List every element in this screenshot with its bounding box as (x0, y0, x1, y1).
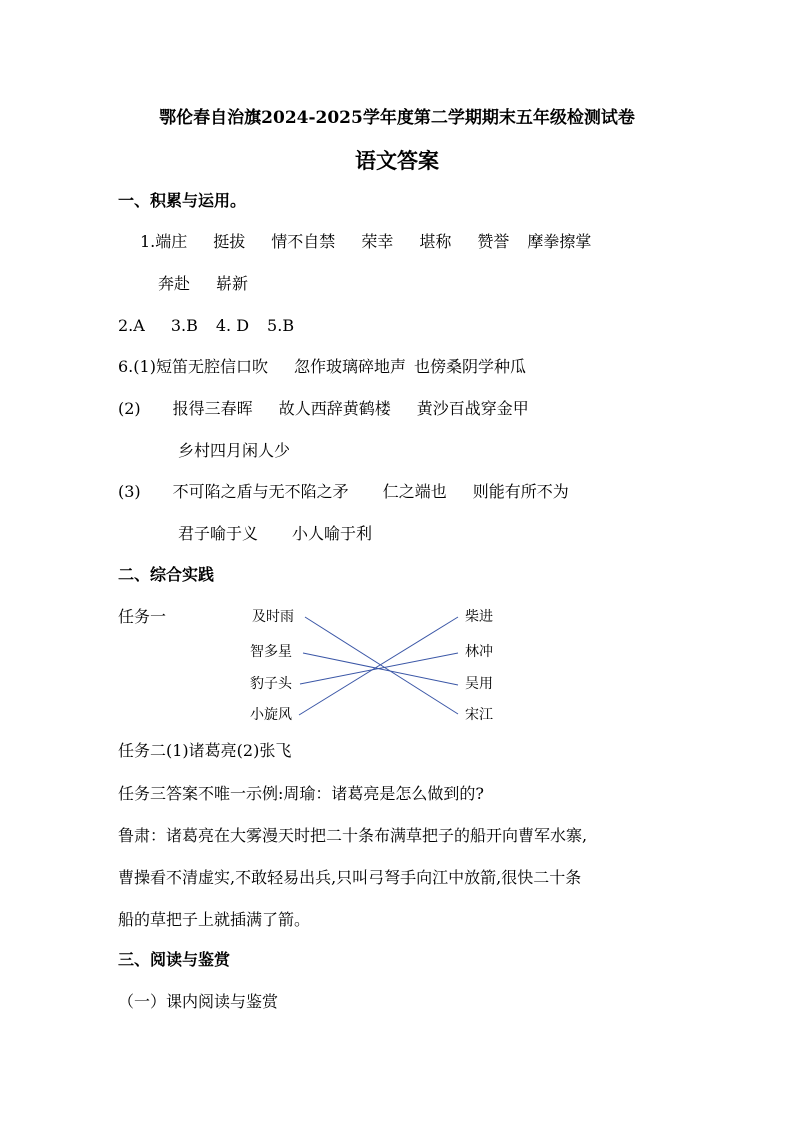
q1-word: 赞誉 (477, 232, 510, 251)
hero-item: 宋江 (465, 707, 493, 723)
poem-line: 也傍桑阴学种瓜 (413, 357, 526, 376)
q1-word: 奔赴 (158, 274, 191, 293)
poem-line: 忽作玻璃碎地声 (293, 357, 406, 376)
q1-word: 情不自禁 (271, 232, 336, 251)
poem-line: 短笛无腔信口吹 (155, 357, 268, 376)
nickname-item: 智多星 (250, 644, 292, 660)
poem-line: 故人西辞黄鹤楼 (278, 399, 391, 418)
mc-answer: 2.A (118, 316, 145, 335)
lusu-line: 鲁肃：诸葛亮在大雾漫天时把二十条布满草把子的船开向曹军水寨, (118, 826, 588, 845)
classic-line: 仁之端也 (382, 482, 447, 501)
match-line (299, 617, 458, 715)
classic-line: 君子喻于义 (178, 524, 259, 543)
q6-2-label: (2) (118, 399, 141, 418)
section3-heading: 三、阅读与鉴赏 (118, 950, 231, 969)
section3-sub1: （一）课内阅读与鉴赏 (118, 992, 279, 1011)
section1-heading: 一、积累与运用。 (118, 191, 247, 210)
classic-line: 小人喻于利 (292, 524, 373, 543)
hero-item: 吴用 (465, 676, 493, 692)
lusu-line: 船的草把子上就插满了箭。 (118, 910, 311, 929)
q6-label: 6.(1) (118, 357, 156, 376)
q1-word: 挺拔 (213, 232, 246, 251)
answer-subtitle: 语文答案 (355, 148, 439, 173)
q1-word: 荣幸 (361, 232, 394, 251)
nickname-item: 及时雨 (252, 609, 294, 625)
lusu-line: 曹操看不清虚实,不敢轻易出兵,只叫弓弩手向江中放箭,很快二十条 (118, 868, 582, 887)
hero-item: 柴进 (465, 609, 493, 625)
q1-word: 崭新 (216, 274, 249, 293)
classic-line: 则能有所不为 (472, 482, 569, 501)
q1-word: 堪称 (419, 232, 452, 251)
q1-word: 摩拳擦掌 (527, 232, 592, 251)
mc-answer: 5.B (267, 316, 295, 335)
q1-word: 端庄 (155, 232, 188, 251)
section2-heading: 二、综合实践 (118, 565, 215, 584)
q1-number: 1. (140, 232, 156, 251)
q6-2-line2: 乡村四月闲人少 (178, 441, 291, 460)
nickname-item: 小旋风 (250, 707, 292, 723)
mc-answer: 4. D (215, 316, 250, 335)
task1-label: 任务一 (118, 607, 167, 626)
nickname-item: 豹子头 (250, 676, 292, 692)
poem-line: 报得三春晖 (172, 399, 253, 418)
task2-answer: 任务二(1)诸葛亮(2)张飞 (118, 741, 292, 760)
poem-line: 黄沙百战穿金甲 (416, 399, 529, 418)
hero-item: 林冲 (465, 644, 493, 660)
task3-answer: 任务三答案不唯一示例:周瑜：诸葛亮是怎么做到的? (118, 784, 484, 803)
mc-answer: 3.B (170, 316, 198, 335)
exam-title: 鄂伦春自治旗2024-2025学年度第二学期期末五年级检测试卷 (159, 108, 635, 128)
q6-3-label: (3) (118, 482, 141, 501)
classic-line: 不可陷之盾与无不陷之矛 (172, 482, 349, 501)
